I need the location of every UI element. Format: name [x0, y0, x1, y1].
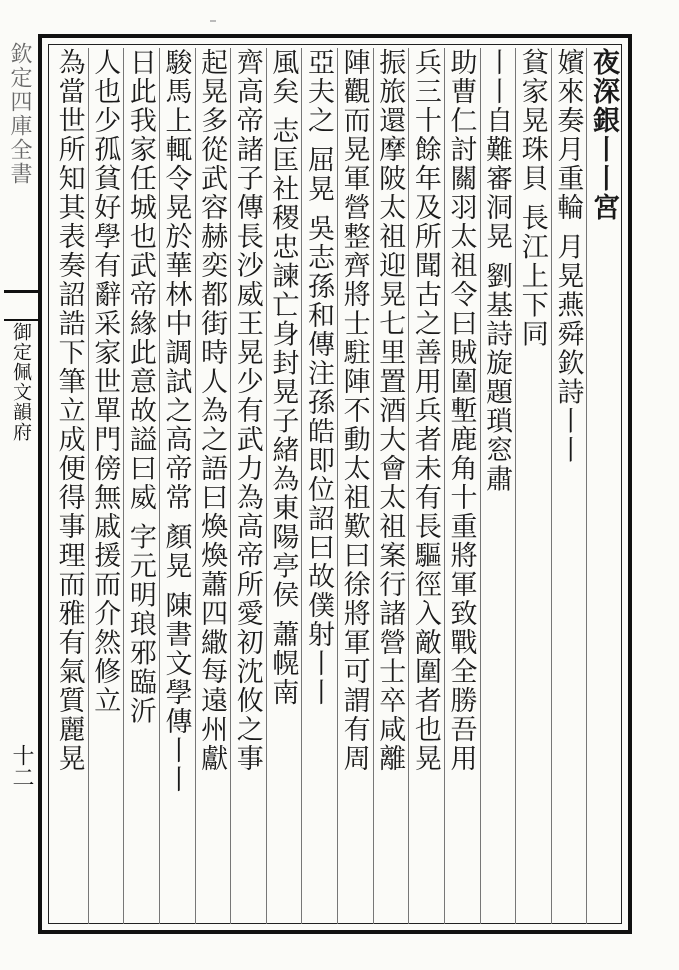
text-column: 亞夫之 屈晃 吳志孫和傳注孫皓即位詔曰故僕射丨丨	[301, 48, 337, 924]
fishtail-mark	[4, 290, 38, 321]
text-column: 為當世所知其表奏詔誥下筆立成便得事理而雅有氣質麗晃	[53, 48, 85, 773]
text-column: 起晃多從武容赫奕都街時人為之語曰煥煥蕭四繖每遠州獻	[195, 48, 231, 924]
text-column: 夜深銀丨丨宮	[586, 48, 622, 924]
text-body	[52, 48, 622, 924]
text-column: 陣觀而晃軍營整齊將士駐陣不動太祖歎曰徐將軍可謂有周	[337, 48, 373, 924]
text-column: 駿馬上輒令晃於華林中調試之高帝常 顏晃 陳書文學傳丨丨	[159, 48, 195, 924]
scan-mark	[210, 20, 216, 22]
text-column: 風矣 志匡社稷忠諫亡身封晃子緒為東陽亭侯 蕭幌南	[266, 48, 302, 924]
text-column: 助曹仁討關羽太祖令曰賊圍塹鹿角十重將軍致戰全勝吾用	[444, 48, 480, 924]
text-column: 兵三十餘年及所聞古之善用兵者未有長驅徑入敵圍者也晃	[408, 48, 444, 924]
text-column: 嬪來奏月重輪 月晃燕舜欽詩丨丨	[551, 48, 587, 924]
page-number: 十二	[9, 744, 34, 788]
margin-book-title: 御定佩文韻府	[10, 322, 32, 442]
margin-series-title: 欽定四庫全書	[7, 42, 32, 186]
text-column: 人也少孤貧好學有辭采家世單門傍無戚援而介然修立	[88, 48, 124, 924]
text-column: 丨丨自難審洞晃 劉基詩旋題瑣窓肅	[480, 48, 516, 924]
text-column: 日此我家任城也武帝緣此意故謚曰威 字元明琅邪臨沂	[123, 48, 159, 924]
text-column: 貧家晃珠貝 長江上下同	[515, 48, 551, 924]
text-column: 齊高帝諸子傳長沙威王晃少有武力為高帝所愛初沈攸之事	[230, 48, 266, 924]
text-column: 振旅還摩陂太祖迎晃七里置酒大會太祖案行諸營士卒咸離	[373, 48, 409, 924]
